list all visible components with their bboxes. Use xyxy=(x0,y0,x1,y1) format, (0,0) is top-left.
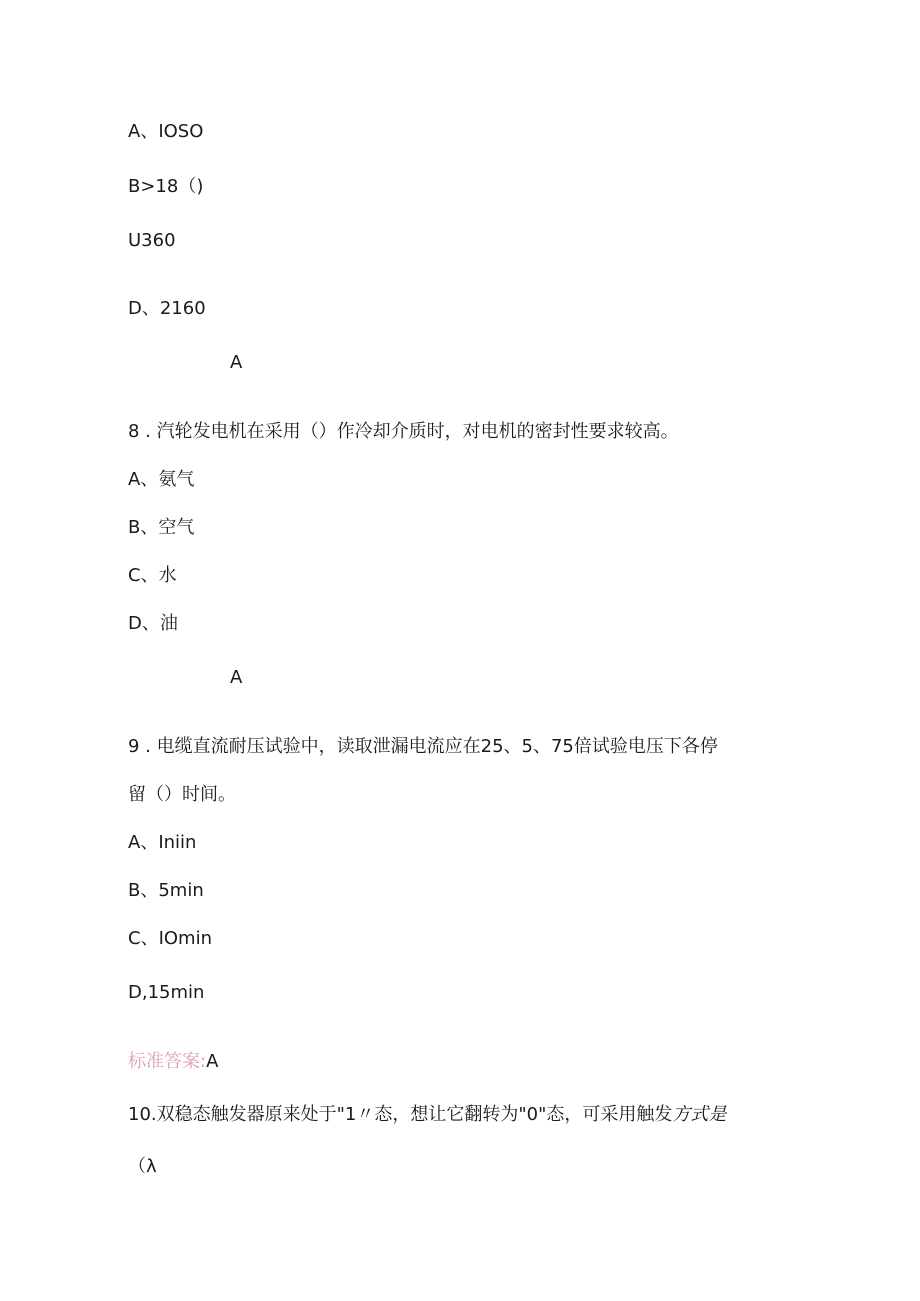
q8-question: 8 . 汽轮发电机在采用（）作冷却介质时，对电机的密封性要求较高。 xyxy=(128,421,679,442)
q9-option-b: B、5min xyxy=(128,880,204,901)
q7-option-a: A、IOSO xyxy=(128,121,204,142)
q10-question-main: 10.双稳态触发器原来处于"1〃态，想让它翻转为"0"态，可采用触发 xyxy=(128,1104,673,1125)
q9-standard-answer xyxy=(128,1050,218,1074)
q8-answer: A xyxy=(230,667,243,688)
standard-answer-label: 标准答案: xyxy=(128,1051,207,1072)
q8-option-b: B、空气 xyxy=(128,517,195,538)
q10-question-line2: （λ xyxy=(128,1156,157,1177)
q8-option-c: C、水 xyxy=(128,565,177,586)
q9-option-a: A、Iniin xyxy=(128,832,197,853)
q10-question-line1 xyxy=(128,1103,726,1127)
q9-option-d: D,15min xyxy=(128,982,205,1003)
q10-question-tail: 方式是 xyxy=(672,1104,727,1125)
q7-option-b: B>18（) xyxy=(128,176,204,197)
q9-question-line1: 9 . 电缆直流耐压试验中，读取泄漏电流应在25、5、75倍试验电压下各停 xyxy=(128,736,718,757)
standard-answer-value: A xyxy=(206,1051,219,1072)
q8-option-d: D、油 xyxy=(128,613,178,634)
q7-answer: A xyxy=(230,352,243,373)
q7-option-c: U360 xyxy=(128,230,176,251)
q7-option-d: D、2160 xyxy=(128,298,206,319)
q9-option-c: C、IOmin xyxy=(128,928,212,949)
q9-question-line2: 留（）时间。 xyxy=(128,784,236,805)
q8-option-a: A、氨气 xyxy=(128,469,195,490)
